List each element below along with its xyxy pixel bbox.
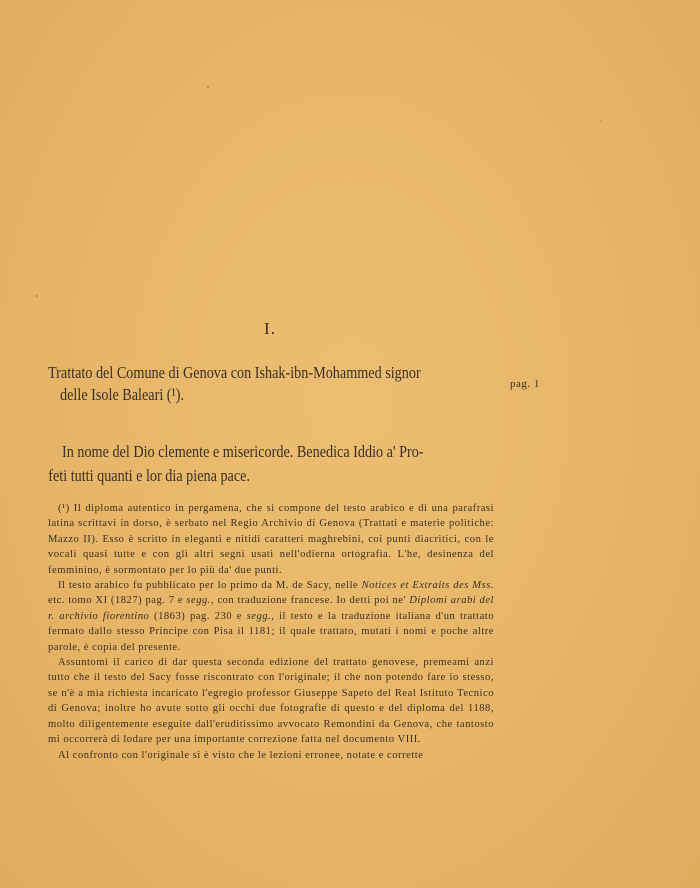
- opening-line-2: feti tutti quanti e lor dia piena pace.: [48, 466, 250, 485]
- footnote-paragraph-4: Al confronto con l'originale si è visto che le lezioni erronee, notate e corrette: [58, 749, 424, 761]
- title-line-1: Trattato del Comune di Genova con Ishak-ibn-Mohammed signor: [48, 363, 421, 382]
- opening-line-1: In nome del Dio clemente e misericorde. Benedica Iddio a' Pro-: [62, 442, 424, 461]
- chapter-number: I.: [264, 319, 276, 338]
- paper-speck: [36, 295, 38, 297]
- page-reference-note: pag. 1: [510, 378, 540, 390]
- title-line-2: delle Isole Baleari (¹).: [60, 385, 185, 404]
- footnote: [48, 501, 494, 763]
- paper-speck: [600, 120, 602, 122]
- footnote-paragraph-2: Il testo arabico fu pubblicato per lo primo da M. de Sacy, nelle Notices et Extraits des Mss. etc. tomo XI (1827) pag. 7 e segg., con traduzione francese. Io detti poi ne' Diplomi arabi del r. archivio fiorentino (1863) pag. 230 e segg., il testo e la traduzione italiana d'un trattato fermato dallo stesso Principe con Pisa il 1181; il quale trattato, mutati i nomi e poche altre parole, è copia del presente.: [48, 580, 495, 653]
- opening-text: [48, 440, 496, 488]
- footnote-paragraph-1: (¹) Il diploma autentico in pergamena, che si compone del testo arabico e di una parafrasi latina scrittavi in dorso, è serbato nel Regio Archivio di Genova (Trattati e materie politiche: Mazzo II). Esso è scritto in eleganti e nitidi caratteri maghrebini, coi punti diacritici, con le vocali quasi tutte e con gli altri segni usati nell'odierna ortografia. L'he, desinenza del femminino, è sormontato per lo più da' due punti.: [48, 503, 494, 576]
- paper-speck: [207, 86, 209, 88]
- footnote-paragraph-3: Assuntomi il carico di dar questa seconda edizione del trattato genovese, premeami anzi tutto che il testo del Sacy fosse riscontrato con l'originale; il che non potendo fare io stesso, se n'è a mia richiesta incaricato l'egregio professor Giuseppe Sapeto del Real Istituto Tecnico di Genova; inoltre ho avute sotto gli occhi due fotografie di questo e del diploma del 1188, molto diligentemente eseguite dall'eruditissimo avvocato Remondini da Genova, che tantosto mi occorrerà di lodare per una importante correzione fatta nel documento VIII.: [48, 657, 494, 746]
- document-title: [48, 362, 498, 406]
